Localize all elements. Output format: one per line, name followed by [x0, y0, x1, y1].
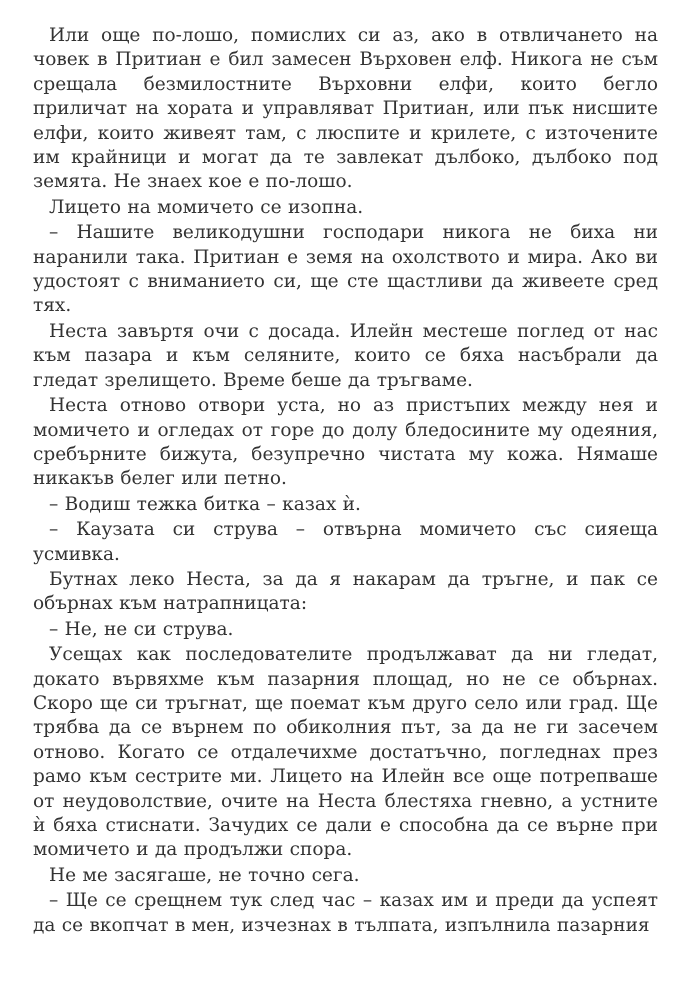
paragraph: Бутнах леко Неста, за да я накарам да тръгне, и пак се обърнах към натрапницата: — [33, 568, 658, 615]
paragraph: Лицето на момичето се изопна. — [49, 196, 364, 218]
paragraph: Неста завъртя очи с досада. Илейн местеше поглед от нас към пазара и към селяните, които се бяха насъбрали да гледат зрелището. Време беше да тръгваме. — [33, 320, 658, 391]
paragraph: – Нашите великодушни господари никога не биха ни наранили така. Притиан е земя на охолството и мира. Ако ви удостоят с вниманието си, ще сте щастливи да живеете сред тях. — [33, 222, 658, 317]
paragraph: – Водиш тежка битка – казах ѝ. — [49, 493, 361, 515]
page-body-text — [33, 24, 658, 938]
paragraph: – Каузата си струва – отвърна момичето със сияеща усмивка. — [33, 519, 658, 565]
paragraph: Неста отново отвори уста, но аз пристъпих между нея и момичето и огледах от горе до долу бледосините му одеяния, сребърните бижута, безупречно чистата му кожа. Нямаше никакъв белег или петно. — [33, 395, 658, 490]
paragraph: Или още по-лошо, помислих си аз, ако в отвличането на човек в Притиан е бил замесен Върховен елф. Никога не съм срещала безмилостните Върховни елфи, които бегло приличат на хората и управляват Притиан, или пък нисшите елфи, които живеят там, с люспите и крилете, с източените им крайници и могат да те завлекат дълбоко, дълбоко под земята. Не знаех кое е по-лошо. — [33, 25, 658, 193]
paragraph: – Ще се срещнем тук след час – казах им и преди да успеят да се вкопчат в мен, изчезнах в тълпата, изпълнила пазарния — [33, 890, 658, 936]
paragraph: Не ме засягаше, не точно сега. — [49, 864, 360, 886]
paragraph: – Не, не си струва. — [49, 618, 234, 640]
paragraph: Усещах как последователите продължават да ни гледат, докато вървяхме към пазарния площад, но не се обърнах. Скоро ще си тръгнат, ще поемат към друго село или град. Ще трябва да се върнем по обиколния път, за да не ги засечем отново. Когато се отдалечихме достатъчно, погледнах през рамо към сестрите ми. Лицето на Илейн все още потрепваше от неудоволствие, очите на Неста блестяха гневно, а устните ѝ бяха стиснати. Зачудих се дали е способна да се върне при момичето и да продължи спора. — [33, 644, 658, 861]
